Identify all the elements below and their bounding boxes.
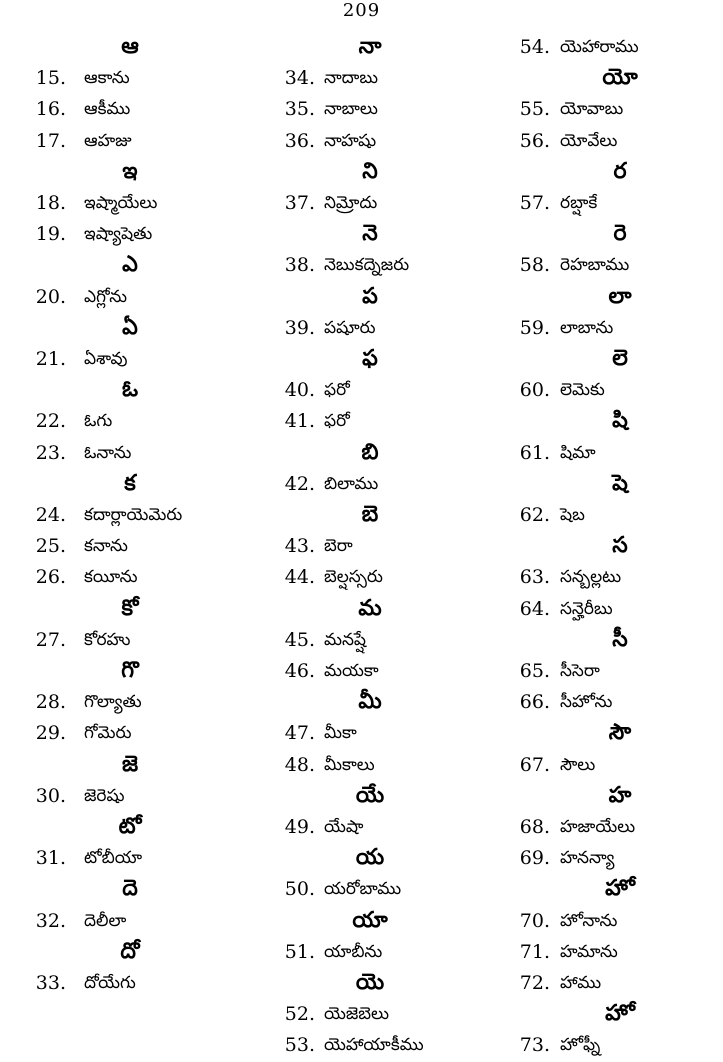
index-entry: [0, 627, 245, 653]
index-entry: [245, 96, 485, 122]
entry-number: 45.: [284, 628, 315, 651]
section-letter: హో: [605, 1001, 635, 1027]
entry-number: 29.: [35, 722, 66, 745]
section-letter: మ: [358, 595, 382, 621]
entry-number: 30.: [35, 784, 66, 807]
section-letter-row: [245, 440, 485, 466]
entry-name: రెహబాము: [560, 255, 630, 276]
entry-number: 61.: [519, 441, 550, 464]
section-letter-row: [0, 596, 245, 622]
section-letter-row: [245, 284, 485, 310]
index-entry: [485, 96, 723, 122]
entry-number: 66.: [519, 691, 550, 714]
section-letter-row: [245, 970, 485, 996]
entry-name: రబ్షాకే: [560, 193, 598, 213]
index-entry: [485, 190, 723, 216]
index-entry: [245, 533, 485, 559]
index-entry: [0, 720, 245, 746]
index-entry: [485, 1032, 723, 1058]
section-letter-row: [0, 752, 245, 778]
entry-number: 65.: [519, 660, 550, 682]
section-letter: ఎ: [122, 252, 138, 278]
section-letter: దో: [120, 938, 140, 964]
section-letter-row: [0, 471, 245, 497]
section-letter-row: [245, 783, 485, 809]
entry-name: ఆహజు: [84, 130, 132, 151]
index-entry: [485, 502, 723, 528]
entry-number: 39.: [284, 316, 315, 339]
entry-number: 44.: [284, 566, 315, 589]
entry-name: బెల్షస్సరు: [324, 567, 383, 588]
section-letter-row: [485, 159, 723, 185]
index-entry: [485, 315, 723, 341]
index-entry: [245, 752, 485, 778]
index-entry: [0, 502, 245, 528]
section-letter: హ: [608, 782, 632, 808]
entry-number: 35.: [284, 98, 315, 121]
section-letter: షె: [612, 470, 628, 496]
section-letter-row: [0, 876, 245, 902]
entry-name: ఏశావు: [84, 349, 128, 369]
entry-name: కయీను: [84, 567, 138, 588]
index-entry: [0, 533, 245, 559]
section-letter: యే: [355, 782, 385, 808]
entry-number: 38.: [284, 254, 315, 277]
index-entry: [485, 34, 723, 60]
index-entry: [485, 564, 723, 590]
section-letter: ఓ: [121, 377, 139, 403]
entry-name: బెరా: [324, 536, 353, 557]
index-entry: [245, 939, 485, 965]
index-entry: [0, 908, 245, 934]
section-letter: జె: [121, 751, 139, 777]
entry-name: ఫరో: [324, 411, 350, 432]
section-letter-row: [485, 471, 723, 497]
section-letter: దె: [122, 876, 138, 902]
section-letter: ని: [362, 158, 378, 184]
entry-name: యాబీను: [324, 941, 383, 962]
entry-name: హాము: [560, 973, 602, 993]
entry-number: 25.: [35, 535, 66, 558]
entry-number: 72.: [519, 972, 550, 994]
section-letter-row: [0, 252, 245, 278]
entry-name: దెలీలా: [84, 910, 127, 931]
section-letter-row: [485, 627, 723, 653]
section-letter-row: [245, 221, 485, 247]
entry-name: యెహారాము: [560, 37, 639, 57]
entry-number: 56.: [519, 129, 550, 152]
entry-name: హోఫ్నీ: [560, 1035, 601, 1056]
entry-number: 54.: [519, 36, 550, 58]
entry-name: సన్బల్లటు: [560, 567, 622, 588]
entry-name: సీసెరా: [560, 661, 600, 681]
section-letter: సీ: [612, 626, 628, 652]
section-letter-row: [0, 159, 245, 185]
index-entry: [245, 720, 485, 746]
index-entry: [485, 128, 723, 154]
entry-name: సీహోను: [560, 692, 613, 713]
section-letter: నా: [358, 34, 382, 59]
entry-name: యెజెబెలు: [324, 1004, 389, 1025]
entry-number: 32.: [35, 909, 66, 932]
entry-number: 22.: [35, 410, 66, 433]
section-letter-row: [485, 720, 723, 746]
entry-number: 69.: [519, 847, 550, 870]
entry-name: మీకా: [324, 723, 357, 744]
section-letter-row: [0, 658, 245, 684]
section-letter: లా: [608, 283, 632, 309]
entry-name: హనన్యా: [560, 848, 615, 869]
entry-number: 34.: [284, 67, 315, 90]
entry-name: హోనాను: [560, 910, 618, 931]
entry-name: నెబుకద్నెజరు: [324, 255, 410, 276]
index-entry: [485, 658, 723, 684]
entry-number: 21.: [35, 348, 66, 370]
entry-number: 18.: [35, 192, 66, 214]
section-letter-row: [485, 876, 723, 902]
section-letter-row: [485, 346, 723, 372]
section-letter: ఫ: [362, 346, 378, 371]
entry-name: నిమ్రోదు: [324, 193, 378, 213]
entry-name: గొల్యాతు: [84, 692, 142, 713]
entry-number: 42.: [284, 472, 315, 495]
index-entry: [245, 408, 485, 434]
section-letter-row: [485, 783, 723, 809]
index-entry: [245, 377, 485, 403]
index-entry: [245, 564, 485, 590]
section-letter-row: [245, 159, 485, 185]
section-letter-row: [0, 814, 245, 840]
section-letter: టో: [118, 814, 142, 839]
index-entry: [485, 252, 723, 278]
entry-name: యేషా: [324, 817, 364, 837]
section-letter: షి: [612, 408, 628, 434]
entry-number: 28.: [35, 691, 66, 714]
entry-number: 67.: [519, 753, 550, 776]
entry-number: 16.: [35, 98, 66, 121]
entry-number: 15.: [35, 67, 66, 90]
entry-name: ఇష్మాయేలు: [84, 193, 158, 213]
entry-number: 40.: [284, 379, 315, 402]
entry-number: 51.: [284, 940, 315, 963]
section-letter: హో: [605, 876, 635, 902]
index-entry: [485, 908, 723, 934]
index-entry: [0, 346, 245, 372]
section-letter: ప: [362, 283, 378, 309]
index-entry: [245, 1032, 485, 1058]
index-entry: [0, 440, 245, 466]
section-letter-row: [0, 34, 245, 60]
index-entry: [485, 596, 723, 622]
section-letter: ర: [613, 158, 627, 184]
section-letter: యె: [355, 970, 385, 995]
entry-name: లెమెకు: [560, 380, 605, 401]
index-entry: [245, 814, 485, 840]
entry-number: 55.: [519, 98, 550, 121]
section-letter-row: [0, 315, 245, 341]
section-letter: కో: [121, 595, 139, 621]
index-entry: [0, 221, 245, 247]
entry-number: 36.: [284, 129, 315, 152]
entry-name: బిలాము: [324, 473, 379, 494]
section-letter: క: [124, 470, 136, 496]
entry-number: 27.: [35, 628, 66, 651]
entry-name: కనాను: [84, 536, 128, 557]
index-entry: [0, 190, 245, 216]
section-letter: గొ: [121, 658, 139, 683]
entry-number: 71.: [519, 940, 550, 963]
section-letter: రె: [613, 221, 627, 247]
index-entry: [245, 315, 485, 341]
entry-name: కోరహు: [84, 629, 131, 650]
index-entry: [0, 689, 245, 715]
entry-name: నాహషు: [324, 130, 377, 151]
entry-number: 50.: [284, 878, 315, 901]
index-entry: [245, 627, 485, 653]
entry-name: ఓగు: [84, 411, 113, 432]
entry-number: 60.: [519, 379, 550, 402]
entry-number: 58.: [519, 254, 550, 277]
entry-number: 53.: [284, 1034, 315, 1057]
entry-number: 49.: [284, 816, 315, 838]
section-letter-row: [485, 284, 723, 310]
index-entry: [245, 1001, 485, 1027]
entry-number: 70.: [519, 909, 550, 932]
section-letter-row: [0, 939, 245, 965]
index-entry: [0, 96, 245, 122]
section-letter: ఏ: [122, 314, 138, 340]
section-letter-row: [245, 502, 485, 528]
entry-number: 63.: [519, 566, 550, 589]
section-letter-row: [0, 377, 245, 403]
entry-number: 59.: [519, 316, 550, 339]
index-entry: [485, 689, 723, 715]
entry-name: సన్హెరీబు: [560, 598, 613, 619]
entry-name: కదార్లాయెమెరు: [84, 505, 183, 525]
section-letter-row: [245, 689, 485, 715]
entry-number: 20.: [35, 285, 66, 308]
section-letter: యా: [352, 907, 388, 933]
entry-name: లాబాను: [560, 317, 614, 338]
index-entry: [485, 377, 723, 403]
section-letter: సౌ: [608, 720, 632, 746]
entry-number: 26.: [35, 566, 66, 589]
index-entry: [245, 128, 485, 154]
entry-number: 68.: [519, 816, 550, 838]
index-entry: [0, 783, 245, 809]
entry-name: ఎగ్లోను: [84, 286, 128, 307]
entry-number: 64.: [519, 597, 550, 620]
entry-number: 47.: [284, 722, 315, 745]
entry-name: యోవాబు: [560, 99, 624, 120]
section-letter: బి: [361, 439, 379, 465]
index-entry: [485, 752, 723, 778]
entry-name: జెరెషు: [84, 785, 125, 806]
section-letter-row: [485, 65, 723, 91]
entry-name: సౌలు: [560, 754, 596, 775]
entry-name: మయకా: [324, 661, 379, 681]
entry-name: ఫరో: [324, 380, 350, 401]
index-entry: [245, 658, 485, 684]
index-entry: [0, 284, 245, 310]
entry-number: 23.: [35, 441, 66, 464]
entry-number: 24.: [35, 504, 66, 526]
entry-name: ఇష్యాషెతు: [84, 224, 153, 245]
entry-name: మనష్షే: [324, 629, 367, 650]
entry-name: మీకాలు: [324, 754, 375, 775]
entry-name: ఆకీము: [84, 99, 131, 120]
entry-name: హమాను: [560, 941, 618, 962]
entry-name: టోబీయా: [84, 848, 143, 869]
section-letter: యో: [602, 65, 638, 91]
entry-number: 33.: [35, 972, 66, 994]
entry-number: 19.: [35, 223, 66, 246]
entry-number: 48.: [284, 753, 315, 776]
entry-name: యోవేలు: [560, 130, 618, 151]
entry-name: నాబాలు: [324, 99, 378, 120]
entry-number: 41.: [284, 410, 315, 433]
entry-name: షిమా: [560, 442, 596, 463]
entry-name: యరోబాము: [324, 879, 402, 900]
entry-name: ఓనాను: [84, 442, 132, 463]
entry-name: దోయేగు: [84, 973, 136, 993]
section-letter-row: [485, 1001, 723, 1027]
section-letter: ఇ: [122, 158, 138, 184]
section-letter: లె: [612, 346, 628, 371]
index-entry: [0, 845, 245, 871]
index-entry: [245, 252, 485, 278]
entry-number: 37.: [284, 192, 315, 214]
entry-number: 46.: [284, 660, 315, 682]
entry-name: హజాయేలు: [560, 817, 636, 837]
section-letter: బె: [361, 502, 379, 527]
entry-number: 17.: [35, 129, 66, 152]
index-entry: [0, 65, 245, 91]
entry-name: యెహాయాకీము: [324, 1035, 424, 1056]
section-letter-row: [245, 908, 485, 934]
entry-number: 43.: [284, 535, 315, 558]
index-entry: [485, 814, 723, 840]
section-letter-row: [485, 221, 723, 247]
index-entry: [485, 939, 723, 965]
section-letter-row: [245, 596, 485, 622]
index-entry: [0, 128, 245, 154]
entry-number: 62.: [519, 504, 550, 526]
page-number: 209: [342, 0, 381, 21]
section-letter-row: [245, 346, 485, 372]
section-letter: ఆ: [121, 34, 139, 59]
entry-name: పషూరు: [324, 317, 376, 338]
index-entry: [0, 564, 245, 590]
index-entry: [485, 970, 723, 996]
index-entry: [245, 190, 485, 216]
entry-name: గోమెరు: [84, 723, 132, 744]
index-entry: [245, 876, 485, 902]
section-letter: స: [612, 533, 628, 559]
entry-number: 52.: [284, 1003, 315, 1026]
entry-name: నాదాబు: [324, 68, 378, 89]
section-letter: య: [355, 845, 385, 871]
section-letter-row: [245, 34, 485, 60]
index-entry: [485, 845, 723, 871]
entry-name: షెబ: [560, 505, 585, 525]
entry-name: ఆకాను: [84, 68, 130, 89]
index-entry: [0, 408, 245, 434]
section-letter: మీ: [358, 689, 382, 715]
index-entry: [245, 65, 485, 91]
index-entry: [245, 471, 485, 497]
index-entry: [485, 440, 723, 466]
section-letter-row: [245, 845, 485, 871]
section-letter: నె: [362, 221, 378, 247]
index-entry: [0, 970, 245, 996]
entry-number: 57.: [519, 192, 550, 214]
section-letter-row: [485, 533, 723, 559]
section-letter-row: [485, 408, 723, 434]
entry-number: 31.: [35, 847, 66, 870]
entry-number: 73.: [519, 1034, 550, 1057]
